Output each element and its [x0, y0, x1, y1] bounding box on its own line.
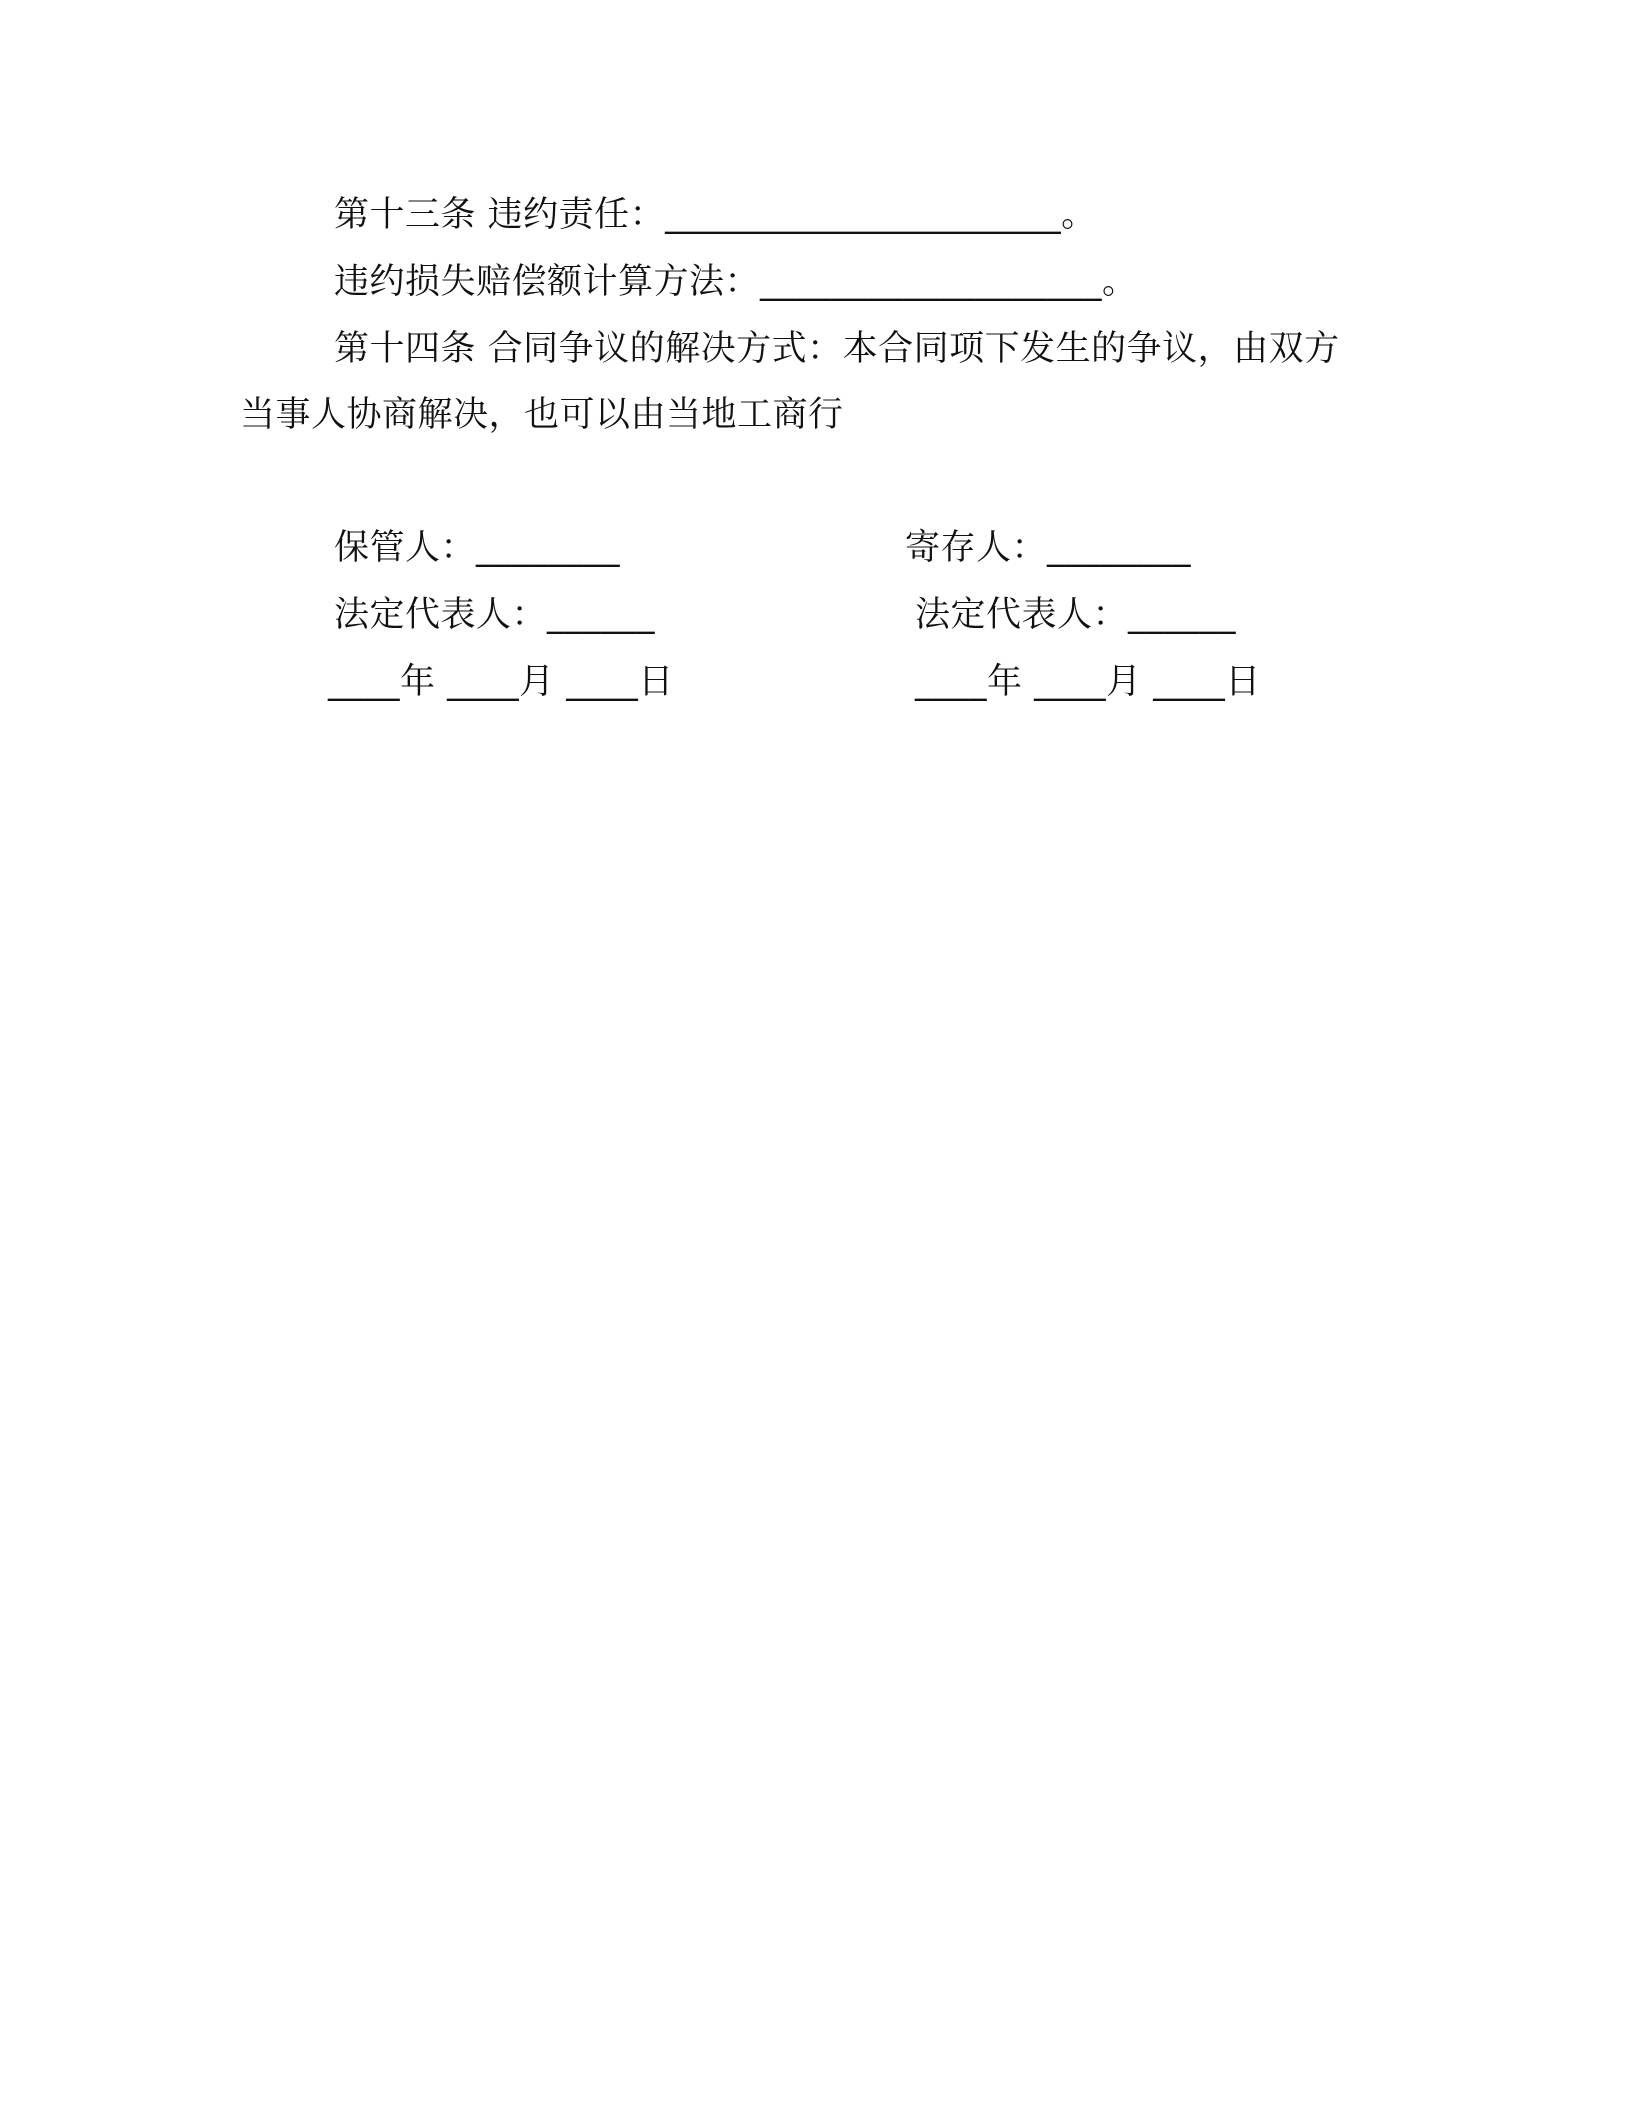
custodian-signature: 保管人：________: [334, 528, 621, 568]
date-left: ____年 ____月 ____日: [328, 662, 674, 702]
article-14-line-2: 当事人协商解决，也可以由当地工商行: [240, 395, 844, 435]
article-14-line-1: 第十四条 合同争议的解决方式：本合同项下发生的争议，由双方: [334, 329, 1340, 369]
legal-representative-left: 法定代表人：______: [334, 595, 656, 635]
date-right: ____年 ____月 ____日: [915, 662, 1261, 702]
depositor-signature: 寄存人：________: [905, 528, 1192, 568]
damages-calculation-method: 违约损失赔偿额计算方法：___________________。: [334, 262, 1138, 302]
legal-representative-right: 法定代表人：______: [915, 595, 1237, 635]
article-13-liability: 第十三条 违约责任：______________________。: [334, 195, 1097, 235]
